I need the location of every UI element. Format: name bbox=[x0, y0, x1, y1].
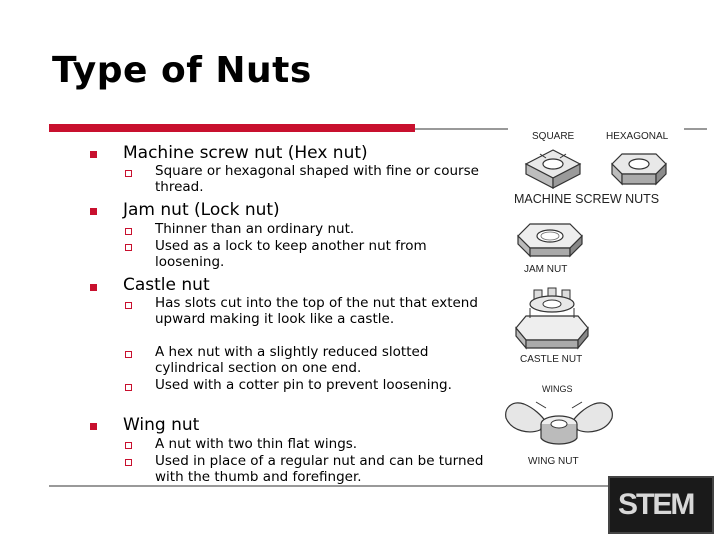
hexagonal-label: HEXAGONAL bbox=[606, 131, 669, 142]
section-item: Thinner than an ordinary nut. bbox=[155, 221, 355, 237]
jam-nut-icon bbox=[514, 218, 586, 262]
section-item: Square or hexagonal shaped with fine or course thread. bbox=[155, 163, 479, 195]
section-item: A hex nut with a slightly reduced slotted cylindrical section on one end. bbox=[155, 344, 429, 376]
square-nut-icon bbox=[522, 146, 584, 192]
stem-logo bbox=[608, 476, 714, 534]
section-heading: Castle nut bbox=[123, 275, 210, 295]
wing-nut-caption: WING NUT bbox=[528, 456, 579, 467]
sub-bullet bbox=[125, 170, 132, 177]
bullet-square bbox=[90, 423, 97, 430]
wings-label: WINGS bbox=[542, 384, 573, 394]
section-item: Used with a cotter pin to prevent loosening. bbox=[155, 377, 452, 393]
wing-nut-image bbox=[500, 380, 618, 472]
castle-nut-image bbox=[508, 282, 598, 370]
castle-nut-caption: CASTLE NUT bbox=[520, 354, 583, 365]
stem-logo-text: STEM bbox=[618, 488, 694, 521]
square-label: SQUARE bbox=[532, 131, 575, 142]
slide-title: Type of Nuts bbox=[52, 50, 312, 91]
hexagonal-nut-icon bbox=[608, 146, 670, 192]
sub-bullet bbox=[125, 302, 132, 309]
bullet-square bbox=[90, 208, 97, 215]
section-item: Has slots cut into the top of the nut that extend upward making it look like a castle. bbox=[155, 295, 478, 327]
section-heading: Wing nut bbox=[123, 415, 200, 435]
sub-bullet bbox=[125, 442, 132, 449]
title-underline-red bbox=[49, 124, 415, 132]
machine-screw-nuts-image bbox=[508, 126, 684, 212]
section-item: A nut with two thin flat wings. bbox=[155, 436, 358, 452]
section-heading: Machine screw nut (Hex nut) bbox=[123, 143, 368, 163]
section-item: Used as a lock to keep another nut from loosening. bbox=[155, 238, 427, 270]
machine-screw-caption: MACHINE SCREW NUTS bbox=[514, 192, 660, 206]
wing-nut-icon bbox=[502, 394, 616, 454]
sub-bullet bbox=[125, 228, 132, 235]
jam-nut-image bbox=[508, 212, 594, 280]
castle-nut-icon bbox=[512, 286, 592, 350]
jam-nut-caption: JAM NUT bbox=[524, 264, 568, 275]
sub-bullet bbox=[125, 384, 132, 391]
bullet-square bbox=[90, 284, 97, 291]
sub-bullet bbox=[125, 244, 132, 251]
bullet-square bbox=[90, 151, 97, 158]
sub-bullet bbox=[125, 459, 132, 466]
bottom-rule bbox=[49, 485, 609, 487]
section-item: Used in place of a regular nut and can be turned with the thumb and forefinger. bbox=[155, 453, 484, 485]
sub-bullet bbox=[125, 351, 132, 358]
section-heading: Jam nut (Lock nut) bbox=[123, 200, 280, 220]
